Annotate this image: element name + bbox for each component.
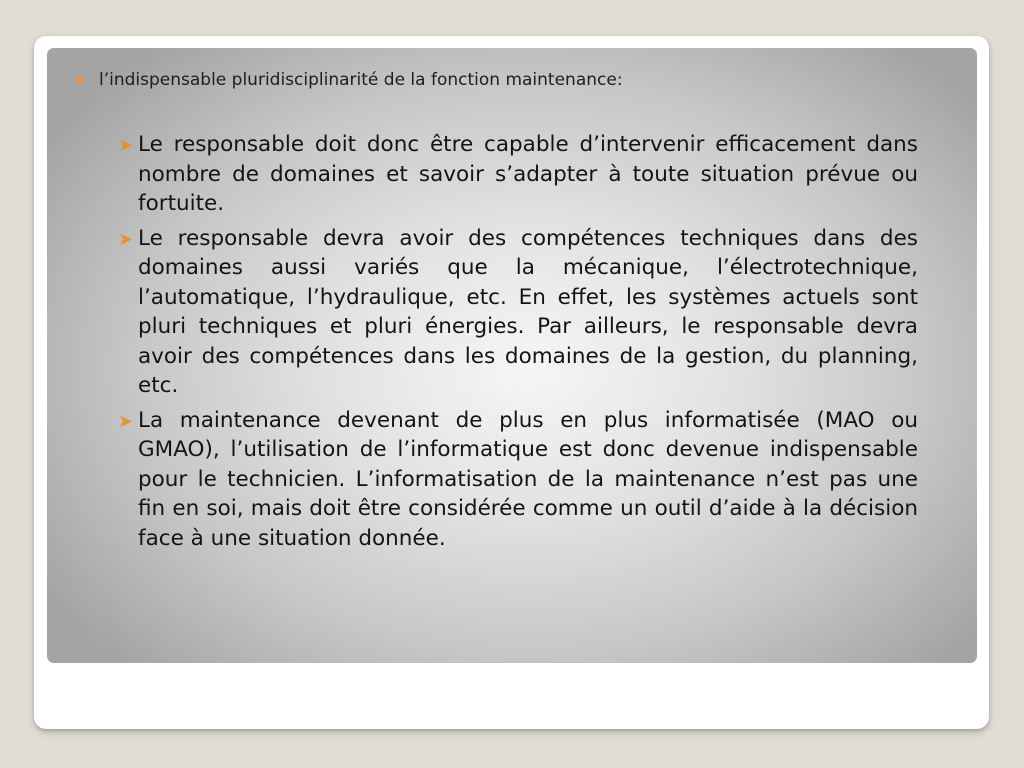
list-item: [118, 130, 918, 219]
arrow-bullet-icon: ➤: [118, 135, 134, 156]
list-item-text: La maintenance devenant de plus en plus informatisée (MAO ou GMAO), l’utilisation de l’informatique est donc devenue indispensable pour le technicien. L’informatisation de la maintenance n’est pas une fin en soi, mais doit être considérée comme un outil d’aide à la décision face à une situation donnée.: [138, 407, 918, 551]
bullet-dot-icon: [76, 76, 83, 83]
list-item-text: Le responsable doit donc être capable d’intervenir efficacement dans nombre de domaines et savoir s’adapter à toute situation prévue ou fortuite.: [138, 132, 918, 216]
list-item: [118, 406, 918, 554]
list-item-text: Le responsable devra avoir des compétences techniques dans des domaines aussi variés que la mécanique, l’électrotechnique, l’automatique, l’hydraulique, etc. En effet, les systèmes actuels sont pluri techniques et pluri énergies. Par ailleurs, le responsable devra avoir des compétences dans les domaines de la gestion, du planning, etc.: [138, 225, 918, 398]
sub-bullet-list: [118, 130, 918, 558]
list-item: [118, 224, 918, 401]
heading-bullet: [76, 70, 623, 90]
heading-bullet-text: l’indispensable pluridisciplinarité de la fonction maintenance:: [99, 70, 623, 90]
arrow-bullet-icon: ➤: [118, 410, 134, 432]
arrow-bullet-icon: ➤: [118, 228, 134, 250]
